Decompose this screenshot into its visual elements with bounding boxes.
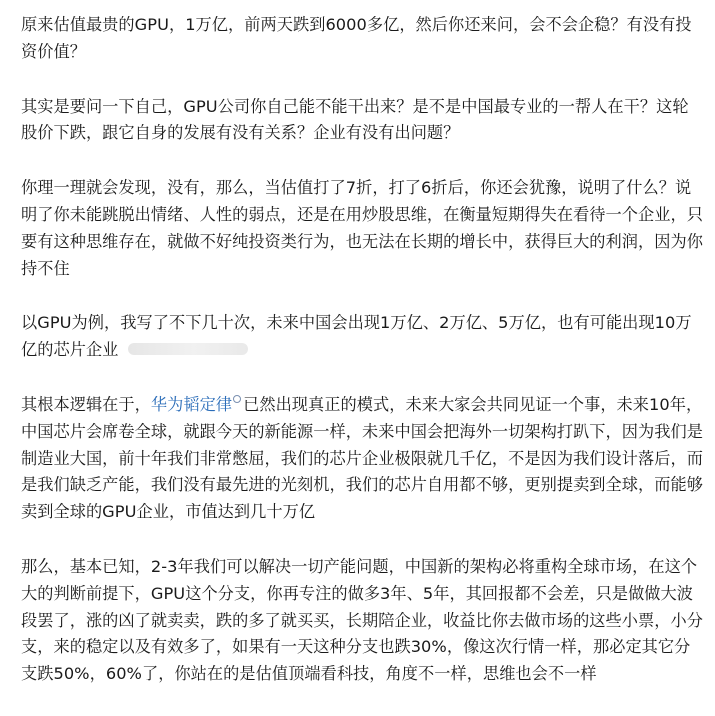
paragraph-5-lead: 其根本逻辑在于， bbox=[21, 394, 151, 414]
paragraph-6: 那么，基本已知，2-3年我们可以解决一切产能问题，中国新的架构必将重构全球市场，在这个大的判断前提下，GPU这个分支，你再专注的做多3年、5年，其回报都不会差，只是做做大波段罢了，涨的凶了就卖卖，跌的多了就买买，长期陪企业，收益比你去做市场的这些小票，小分支，来的稳定以及有效多了，如果有一天这种分支也跌30%，像这次行情一样，那必定其它分支跌50%，60%了，你站在的是估值顶端看科技，角度不一样，思维也会不一样 bbox=[21, 556, 703, 684]
paragraph-4 bbox=[21, 310, 703, 364]
paragraph-1: 原来估值最贵的GPU，1万亿，前两天跌到6000多亿，然后你还来问，会不会企稳？有没有投资价值？ bbox=[21, 15, 692, 61]
inline-image-placeholder bbox=[128, 343, 248, 355]
paragraph-5 bbox=[21, 392, 703, 526]
paragraph-2: 其实是要问一下自己，GPU公司你自己能不能干出来？是不是中国最专业的一帮人在干？这轮股价下跌，跟它自身的发展有没有关系？企业有没有出问题？ bbox=[21, 96, 689, 143]
paragraph-5-body: 已然出现真正的模式，未来大家会共同见证一个事，未来10年，中国芯片会席卷全球，就跟今天的新能源一样，未来中国会把海外一切架构打趴下，因为我们是制造业大国，前十年我们非常憋屈，我们的芯片企业极限就几千亿，不是因为我们设计落后，而是我们缺乏产能，我们没有最先进的光刻机，我们的芯片自用都不够，更别提卖到全球，而能够卖到全球的GPU企业，市值达到几十万亿 bbox=[21, 394, 703, 522]
post-content bbox=[21, 12, 703, 716]
topic-link[interactable]: 华为韬定律 bbox=[150, 394, 233, 414]
topic-circle-icon bbox=[233, 395, 241, 403]
paragraph-3: 你理一理就会发现，没有，那么，当估值打了7折，打了6折后，你还会犹豫，说明了什么？说明了你未能跳脱出情绪、人性的弱点，还是在用炒股思维，在衡量短期得失在看待一个企业，只要有这种思维存在，就做不好纯投资类行为，也无法在长期的增长中，获得巨大的利润，因为你持不住 bbox=[21, 178, 703, 278]
paragraph-4-text: 以GPU为例，我写了不下几十次，未来中国会出现1万亿、2万亿、5万亿，也有可能出现10万亿的芯片企业 bbox=[21, 313, 692, 360]
